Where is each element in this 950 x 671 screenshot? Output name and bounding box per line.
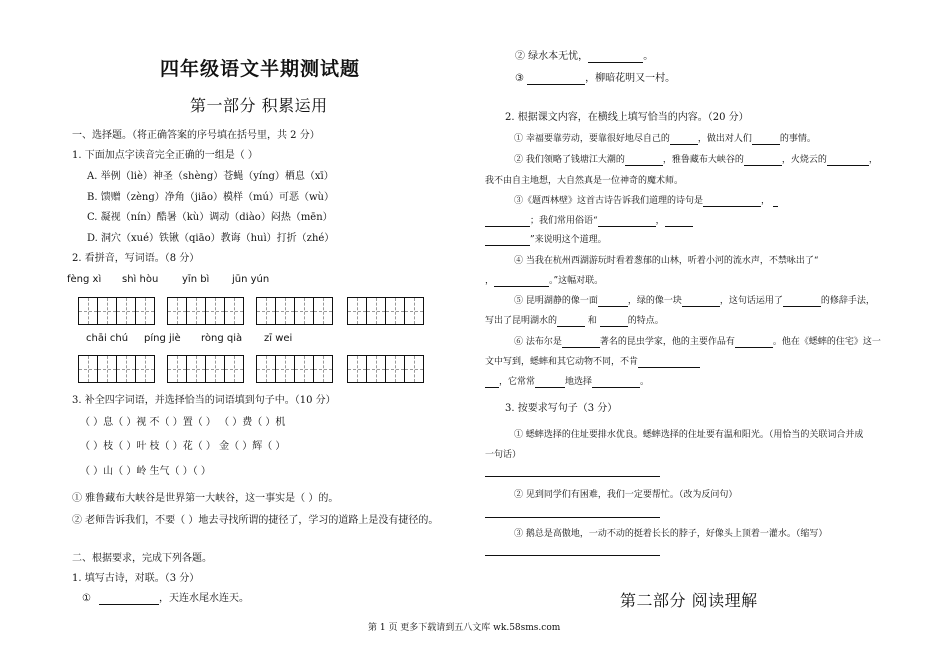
poem-line: [515, 73, 675, 85]
fill-item-continued: [485, 377, 649, 388]
fill-item: [514, 134, 816, 145]
answer-blank[interactable]: [485, 377, 499, 388]
pinyin-label: chāi chú: [86, 333, 129, 344]
text: 和: [587, 316, 597, 327]
section-two-heading: 二、根据要求，完成下列各题。: [72, 553, 212, 564]
poem-line: [82, 593, 249, 605]
text: ，: [655, 216, 665, 227]
answer-line[interactable]: [485, 476, 660, 477]
answer-blank[interactable]: [735, 337, 773, 348]
text: 。: [640, 377, 650, 388]
page-footer: 第 1 页 更多下载请到五八文库 wk.58sms.com: [368, 623, 561, 633]
answer-blank[interactable]: [535, 377, 565, 388]
text: ⑥ 法布尔是: [514, 337, 562, 348]
text: ，它常常: [499, 377, 536, 388]
text: ；我们常用俗语“: [530, 216, 598, 227]
fill-sentence[interactable]: ① 雅鲁藏布大峡谷是世界第一大峡谷，这一事实是（ ）的。: [72, 493, 339, 504]
text: 地选择: [565, 377, 593, 388]
question-1-3: 3. 补全四字词语，并选择恰当的词语填到句子中。（10 分）: [72, 395, 336, 406]
rewrite-task: ① 蟋蟀选择的住址要排水优良。蟋蟀选择的住址要有温和阳光。（用恰当的关联词合并成: [514, 430, 864, 440]
answer-blank[interactable]: [485, 216, 530, 227]
answer-line[interactable]: [485, 555, 660, 556]
question-1-1: 1. 下面加点字读音完全正确的一组是（ ）: [72, 150, 258, 161]
question-2-1: 1. 填写古诗，对联。（3 分）: [72, 573, 200, 584]
section-one-heading: 一、选择题。（将正确答案的序号填在括号里，共 2 分）: [72, 130, 320, 141]
text: ，: [485, 276, 495, 287]
text: 。”这幅对联。: [549, 276, 604, 287]
answer-blank[interactable]: [752, 134, 780, 145]
question-1-2: 2. 看拼音，写词语。（8 分）: [72, 253, 200, 264]
option-d: D. 洞穴（xué）铁锹（qiāo）教诲（huì）打折（zhé）: [87, 233, 335, 244]
answer-blank[interactable]: [99, 594, 159, 605]
text: ，绿的像一块: [627, 296, 682, 307]
pinyin-label: shì hòu: [122, 274, 159, 285]
text: 的事情。: [779, 134, 816, 145]
answer-blank[interactable]: [588, 52, 643, 63]
answer-blank[interactable]: [592, 377, 640, 388]
answer-blank[interactable]: [527, 74, 585, 85]
fill-item-continued: 我不由自主地想，大自然真是一位神奇的魔术师。: [485, 176, 684, 186]
answer-blank[interactable]: [773, 196, 778, 207]
poem-text: 。: [643, 51, 654, 62]
part-two-heading: 第二部分 阅读理解: [620, 591, 758, 610]
answer-blank[interactable]: [600, 316, 628, 327]
pinyin-label: ròng qià: [201, 333, 243, 344]
answer-blank[interactable]: [783, 296, 821, 307]
writing-grid[interactable]: [256, 297, 332, 325]
answer-blank[interactable]: [625, 155, 663, 166]
idiom-row[interactable]: （ ）枝（ ）叶 枝（ ）花（ ） 金（ ）辉（ ）: [80, 441, 286, 452]
poem-number: ③: [515, 73, 524, 84]
poem-line: [515, 51, 653, 63]
fill-item-continued: [485, 357, 700, 368]
writing-grid[interactable]: [256, 355, 332, 383]
poem-text: ② 绿水本无忧，: [515, 51, 589, 62]
fill-item-continued: [485, 235, 607, 246]
answer-line[interactable]: [485, 517, 660, 518]
answer-blank[interactable]: [682, 296, 720, 307]
rewrite-task: ③ 鹅总是高傲地，一动不动的挺着长长的脖子，好像头上顶着一灌水。（缩写）: [514, 529, 828, 539]
text: 写出了昆明湖水的: [485, 316, 558, 327]
option-a: A. 举例（liè）神圣（shèng）苍蝇（yíng）栖息（xī）: [87, 171, 334, 182]
question-2-2: 2. 根据课文内容，在横线上填写恰当的内容。（20 分）: [505, 112, 749, 123]
idiom-row[interactable]: （ ）山（ ）岭 生气（ ）（ ）: [80, 466, 211, 477]
pinyin-label: yīn bì: [182, 274, 210, 285]
writing-grid[interactable]: [78, 297, 154, 325]
writing-grid[interactable]: [347, 297, 423, 325]
part-one-heading: 第一部分 积累运用: [190, 96, 328, 115]
fill-sentence[interactable]: ② 老师告诉我们，不要（ ）地去寻找所谓的捷径了，学习的道路上是没有捷径的。: [72, 515, 439, 526]
answer-blank[interactable]: [744, 155, 782, 166]
poem-text: ，柳暗花明又一村。: [585, 73, 676, 84]
option-c: C. 凝视（nín）酷暑（kù）调动（diào）闷热（mēn）: [87, 212, 333, 223]
answer-blank[interactable]: [827, 155, 869, 166]
answer-blank[interactable]: [703, 196, 761, 207]
idiom-row[interactable]: （ ）息（ ）视 不（ ）置（ ） （ ）费（ ）机: [80, 417, 286, 428]
fill-item-continued: [485, 316, 664, 327]
fill-item: [514, 155, 878, 166]
answer-blank[interactable]: [557, 316, 585, 327]
writing-grid[interactable]: [78, 355, 154, 383]
fill-item: [514, 296, 875, 307]
text: ，火烧云的: [781, 155, 827, 166]
text: ③《题西林壁》这首古诗告诉我们道理的诗句是: [514, 196, 704, 207]
fill-item: ④ 当我在杭州西湖游玩时看着葱郁的山林，听着小河的流水声，不禁咏出了“: [514, 256, 819, 266]
writing-grid[interactable]: [167, 297, 243, 325]
poem-number: ①: [82, 593, 91, 604]
option-b: B. 馈赠（zèng）净角（jiāo）模样（mú）可恶（wù）: [87, 192, 334, 203]
text: 著名的昆虫学家，他的主要作品有: [599, 337, 735, 348]
pinyin-label: fèng xì: [67, 274, 102, 285]
text: ，: [761, 196, 771, 207]
answer-blank[interactable]: [638, 357, 700, 368]
text: ② 我们领略了钱塘江大潮的: [514, 155, 625, 166]
text: ⑤ 昆明湖静的像一面: [514, 296, 598, 307]
text: ”来说明这个道理。: [530, 235, 607, 246]
question-2-3: 3. 按要求写句子（3 分）: [505, 403, 618, 414]
text: ，这句话运用了: [719, 296, 783, 307]
rewrite-task-continued: 一句话）: [485, 450, 522, 460]
text: 的特点。: [627, 316, 664, 327]
writing-grid[interactable]: [167, 355, 243, 383]
text: ，: [868, 155, 878, 166]
answer-blank[interactable]: [562, 337, 600, 348]
text: 文中写到，蟋蟀和其它动物不同，不肯: [485, 357, 639, 368]
text: 。他在《蟋蟀的住宅》这一: [772, 337, 881, 348]
pinyin-label: píng jiè: [144, 333, 181, 344]
fill-item: [514, 196, 778, 207]
text: 的修辞手法，: [820, 296, 875, 307]
answer-blank[interactable]: [670, 134, 698, 145]
text: ，雅鲁藏布大峡谷的: [662, 155, 744, 166]
pinyin-label: jūn yún: [232, 274, 270, 285]
rewrite-task: ② 见到同学们有困难，我们一定要帮忙。（改为反问句）: [514, 490, 738, 500]
answer-blank[interactable]: [494, 276, 549, 287]
poem-text: ，天连水尾水连天。: [158, 593, 249, 604]
fill-item-continued: [485, 276, 603, 287]
answer-blank[interactable]: [598, 216, 656, 227]
answer-blank[interactable]: [598, 296, 628, 307]
page-title: 四年级语文半期测试题: [160, 58, 361, 80]
fill-item: [514, 337, 881, 348]
text: ① 幸福要靠劳动，要靠很好地尽自己的: [514, 134, 670, 145]
answer-blank[interactable]: [665, 216, 693, 227]
pinyin-label: zī wei: [264, 333, 293, 344]
writing-grid[interactable]: [347, 355, 423, 383]
answer-blank[interactable]: [485, 235, 530, 246]
fill-item-continued: [485, 216, 693, 227]
text: ，做出对人们: [697, 134, 752, 145]
